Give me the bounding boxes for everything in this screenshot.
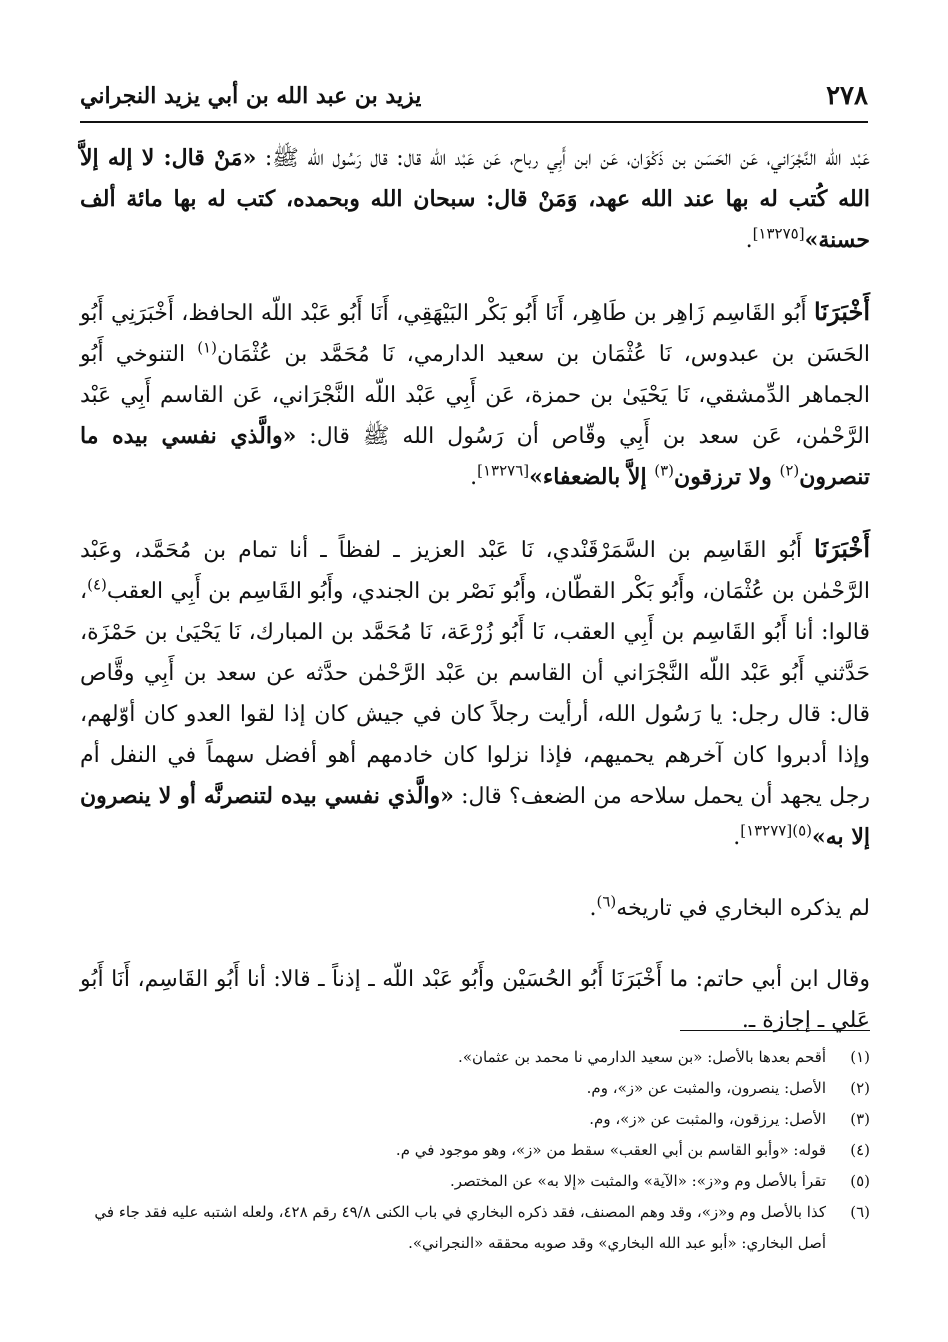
- paragraph-3-body-2: ، قالوا: أنا أَبُو القَاسِم بن أَبِي العقب، نَا أَبُو زُرْعَة، نَا مُحَمَّد بن المبارك، نَا يَحْيَىٰ بن حَمْزَة، حَدَّثني أَبُو عَبْد اللّه النَّجْرَاني أن القاسم بن عَبْد الرَّحْمٰن حدَّثه عن سعد بن أَبِي وقَّاص قال: قال رجل: يا رَسُول الله، أرأيت رجلاً كان في جيش كان إذا لقوا العدو كان أوّلهم، وإذا أدبروا كان آخرهم يحميهم، فإذا نزلوا كان خادمهم أهو أفضل سهماً في النفل أم رجل يجهد أن يحمل سلاحه من الضعف؟ قال:: [80, 579, 871, 809]
- footnote-4: [80, 1135, 870, 1166]
- footnote-mark-5: (٥): [792, 821, 812, 840]
- hadith-ref-13276: [١٣٢٧٦]: [477, 461, 530, 480]
- footnote-6: [80, 1197, 870, 1259]
- hadith-ref-13275: [١٣٢٧٥]: [752, 224, 805, 243]
- paragraph-2-body: أَبُو القَاسِم زَاهِر بن طَاهِر، أَنَا أَبُو بَكْر البَيْهَقِي، أَنَا أَبُو عَبْد اللّه الحافظ، أَخْبَرَنِي أَبُو الحَسَن بن عبدوس، نَا عُثْمَان بن سعيد الدارمي، نَا مُحَمَّد بن عُثْمَان: [80, 301, 871, 367]
- footnote-rule: [680, 1030, 870, 1031]
- footnote-mark-2: (٢): [779, 461, 800, 480]
- paragraph-1-intro: عَبْد اللّه النَّجْرَاني، عَن الحَسَن بن ذَكْوَان، عَن ابن أَبِي رباح، عَن عَبْد اللّه قال: قال رَسُول الله ﷺ:: [256, 146, 870, 171]
- hadith-quote-2c: إلاَّ بالضعفاء»: [529, 464, 655, 490]
- footnote-mark-1: (١): [197, 338, 217, 357]
- footnote-text: الأصل: يرزقون، والمثبت عن «ز»، وم.: [589, 1110, 826, 1128]
- footnote-3: [80, 1104, 870, 1135]
- hadith-quote-1: «مَنْ قال: لا إله إلاَّ الله كُتب له بها عند الله عهد، وَمَنْ قال: سبحان الله وبحمده، كتب له بها مائة ألف حسنة»: [80, 145, 870, 253]
- paragraph-5-body: وقال ابن أبي حاتم: ما أَخْبَرَنَا أَبُو الحُسَيْن وأَبُو عَبْد اللّه ـ إذناً ـ قالا: أنا أَبُو القَاسِم، أَنَا أَبُو عَلي ـ إجازة ـ.: [80, 967, 870, 1033]
- footnote-number: (٥): [850, 1172, 870, 1190]
- paragraph-3-lead: أَخْبَرَنَا: [814, 534, 870, 563]
- paragraph-2-body-2: التنوخي أَبُو الجماهر الدِّمشقي، نَا يَحْيَىٰ بن حمزة، عَن أَبِي عَبْد اللّه النَّجْرَاني، عَن القاسم أَبِي عَبْد الرَّحْمٰن، عَن سعد بن أَبِي وقّاص أن رَسُول الله ﷺ قال:: [80, 342, 870, 449]
- footnote-text: كذا بالأصل وم و«ز»، وقد وهم المصنف، فقد ذكره البخاري في باب الكنى ٤٩/٨ رقم ٤٢٨، ولعله اشتبه عليه فقد جاء في أصل البخاري: «أبو عبد الله البخاري» وقد صوبه محققه «النجراني».: [94, 1203, 826, 1252]
- footnote-number: (٢): [850, 1079, 870, 1097]
- page-number: ٢٧٨: [826, 81, 868, 111]
- footnote-text: قوله: «وأبو القاسم بن أبي العقب» سقط من «ز»، وهو موجود في م.: [395, 1141, 826, 1159]
- footnote-mark-3: (٣): [654, 461, 675, 480]
- footnote-text: تقرأ بالأصل وم و«ز»: «الآية» والمثبت «إلا به» عن المختصر.: [449, 1172, 826, 1190]
- footnote-mark-4: (٤): [87, 575, 107, 594]
- paragraph-2: أَخْبَرَنَا أَبُو القَاسِم زَاهِر بن طَاهِر، أَنَا أَبُو بَكْر البَيْهَقِي، أَنَا أَبُو عَبْد اللّه الحافظ، أَخْبَرَنِي أَبُو الحَسَن بن عبدوس، نَا عُثْمَان بن سعيد الدارمي، نَا مُحَمَّد بن عُثْمَان$^{(١)}$ التنوخي أَبُو الجماهر الدِّمشقي، نَا يَحْيَىٰ بن حمزة، عَن أَبِي عَبْد اللّه النَّجْرَاني، عَن القاسم أَبِي عَبْد الرَّحْمٰن، عَن سعد بن أَبِي وقّاص أن رَسُول الله ﷺ قال: «والَّذي نفسي بيده ما تنصرون$^{(٢)}$ ولا ترزقون$^{(٣)}$ إلاَّ بالضعفاء»[١٣٢٧٦].: [80, 297, 871, 490]
- hadith-quote-3: «والَّذي نفسي بيده لتنصرنَّه أو لا ينصرون إلا به»: [80, 783, 870, 850]
- running-title: يزيد بن عبد الله بن أبي يزيد النجراني: [80, 83, 422, 109]
- paragraph-4-body: لم يذكره البخاري في تاريخه: [616, 896, 870, 921]
- footnote-number: (٤): [850, 1141, 870, 1159]
- paragraph-1: عَبْد اللّه النَّجْرَاني، عَن الحَسَن بن ذَكْوَان، عَن ابن أَبِي رباح، عَن عَبْد اللّه قال: قال رَسُول الله ﷺ: «مَنْ قال: لا إله إلاَّ الله كُتب له بها عند الله عهد، وَمَنْ قال: سبحان الله وبحمده، كتب له بها مائة ألف حسنة»[١٣٢٧٥].: [80, 145, 870, 253]
- footnote-mark-6: (٦): [596, 892, 617, 911]
- footnote-number: (٦): [850, 1203, 870, 1221]
- paragraph-5: [80, 959, 870, 1041]
- footnote-number: (١): [850, 1048, 870, 1066]
- hadith-quote-2a: «والَّذي نفسي بيده ما تنصرون: [80, 423, 870, 490]
- header-rule: [80, 121, 868, 123]
- main-text: [80, 138, 870, 1041]
- footnote-text: الأصل: ينصرون، والمثبت عن «ز»، وم.: [586, 1079, 826, 1097]
- footnote-2: [80, 1073, 870, 1104]
- hadith-ref-13277: [١٣٢٧٧]: [740, 821, 793, 840]
- footnote-number: (٣): [850, 1110, 870, 1128]
- paragraph-3: أَخْبَرَنَا أَبُو القَاسِم بن السَّمَرْقَنْدي، نَا عَبْد العزيز ـ لفظاً ـ أنا تمام بن مُحَمَّد، وعَبْد الرَّحْمٰن بن عُثْمَان، وأَبُو بَكْر القطّان، وأَبُو نَصْر بن الجندي، وأَبُو القَاسِم بن أَبِي العقب$^{(٤)}$، قالوا: أنا أَبُو القَاسِم بن أَبِي العقب، نَا أَبُو زُرْعَة، نَا مُحَمَّد بن المبارك، نَا يَحْيَىٰ بن حَمْزَة، حَدَّثني أَبُو عَبْد اللّه النَّجْرَاني أن القاسم بن عَبْد الرَّحْمٰن حدَّثه عن سعد بن أَبِي وقَّاص قال: قال رجل: يا رَسُول الله، أرأيت رجلاً كان في جيش كان إذا لقوا العدو كان أوّلهم، وإذا أدبروا كان آخرهم يحميهم، فإذا نزلوا كان خادمهم أهو أفضل سهماً في النفل أم رجل يجهد أن يحمل سلاحه من الضعف؟ قال: «والَّذي نفسي بيده لتنصرنَّه أو لا ينصرون إلا به»$^{(٥)[١٣٢٧٧]}$.: [80, 534, 871, 850]
- footnote-5: [80, 1166, 870, 1197]
- footnote-text: أقحم بعدها بالأصل: «بن سعيد الدارمي نا محمد بن عثمان».: [458, 1048, 826, 1066]
- footnote-1: [80, 1042, 870, 1073]
- footnotes: [80, 1042, 870, 1259]
- hadith-quote-2b: ولا ترزقون: [674, 464, 780, 490]
- paragraph-4: لم يذكره البخاري في تاريخه$^{(٦)}$.: [589, 892, 870, 921]
- page-header: [80, 72, 868, 120]
- paragraph-3-body: أَبُو القَاسِم بن السَّمَرْقَنْدي، نَا عَبْد العزيز ـ لفظاً ـ أنا تمام بن مُحَمَّد، وعَبْد الرَّحْمٰن بن عُثْمَان، وأَبُو بَكْر القطّان، وأَبُو نَصْر بن الجندي، وأَبُو القَاسِم بن أَبِي العقب: [80, 538, 870, 604]
- paragraph-2-lead: أَخْبَرَنَا: [814, 297, 870, 326]
